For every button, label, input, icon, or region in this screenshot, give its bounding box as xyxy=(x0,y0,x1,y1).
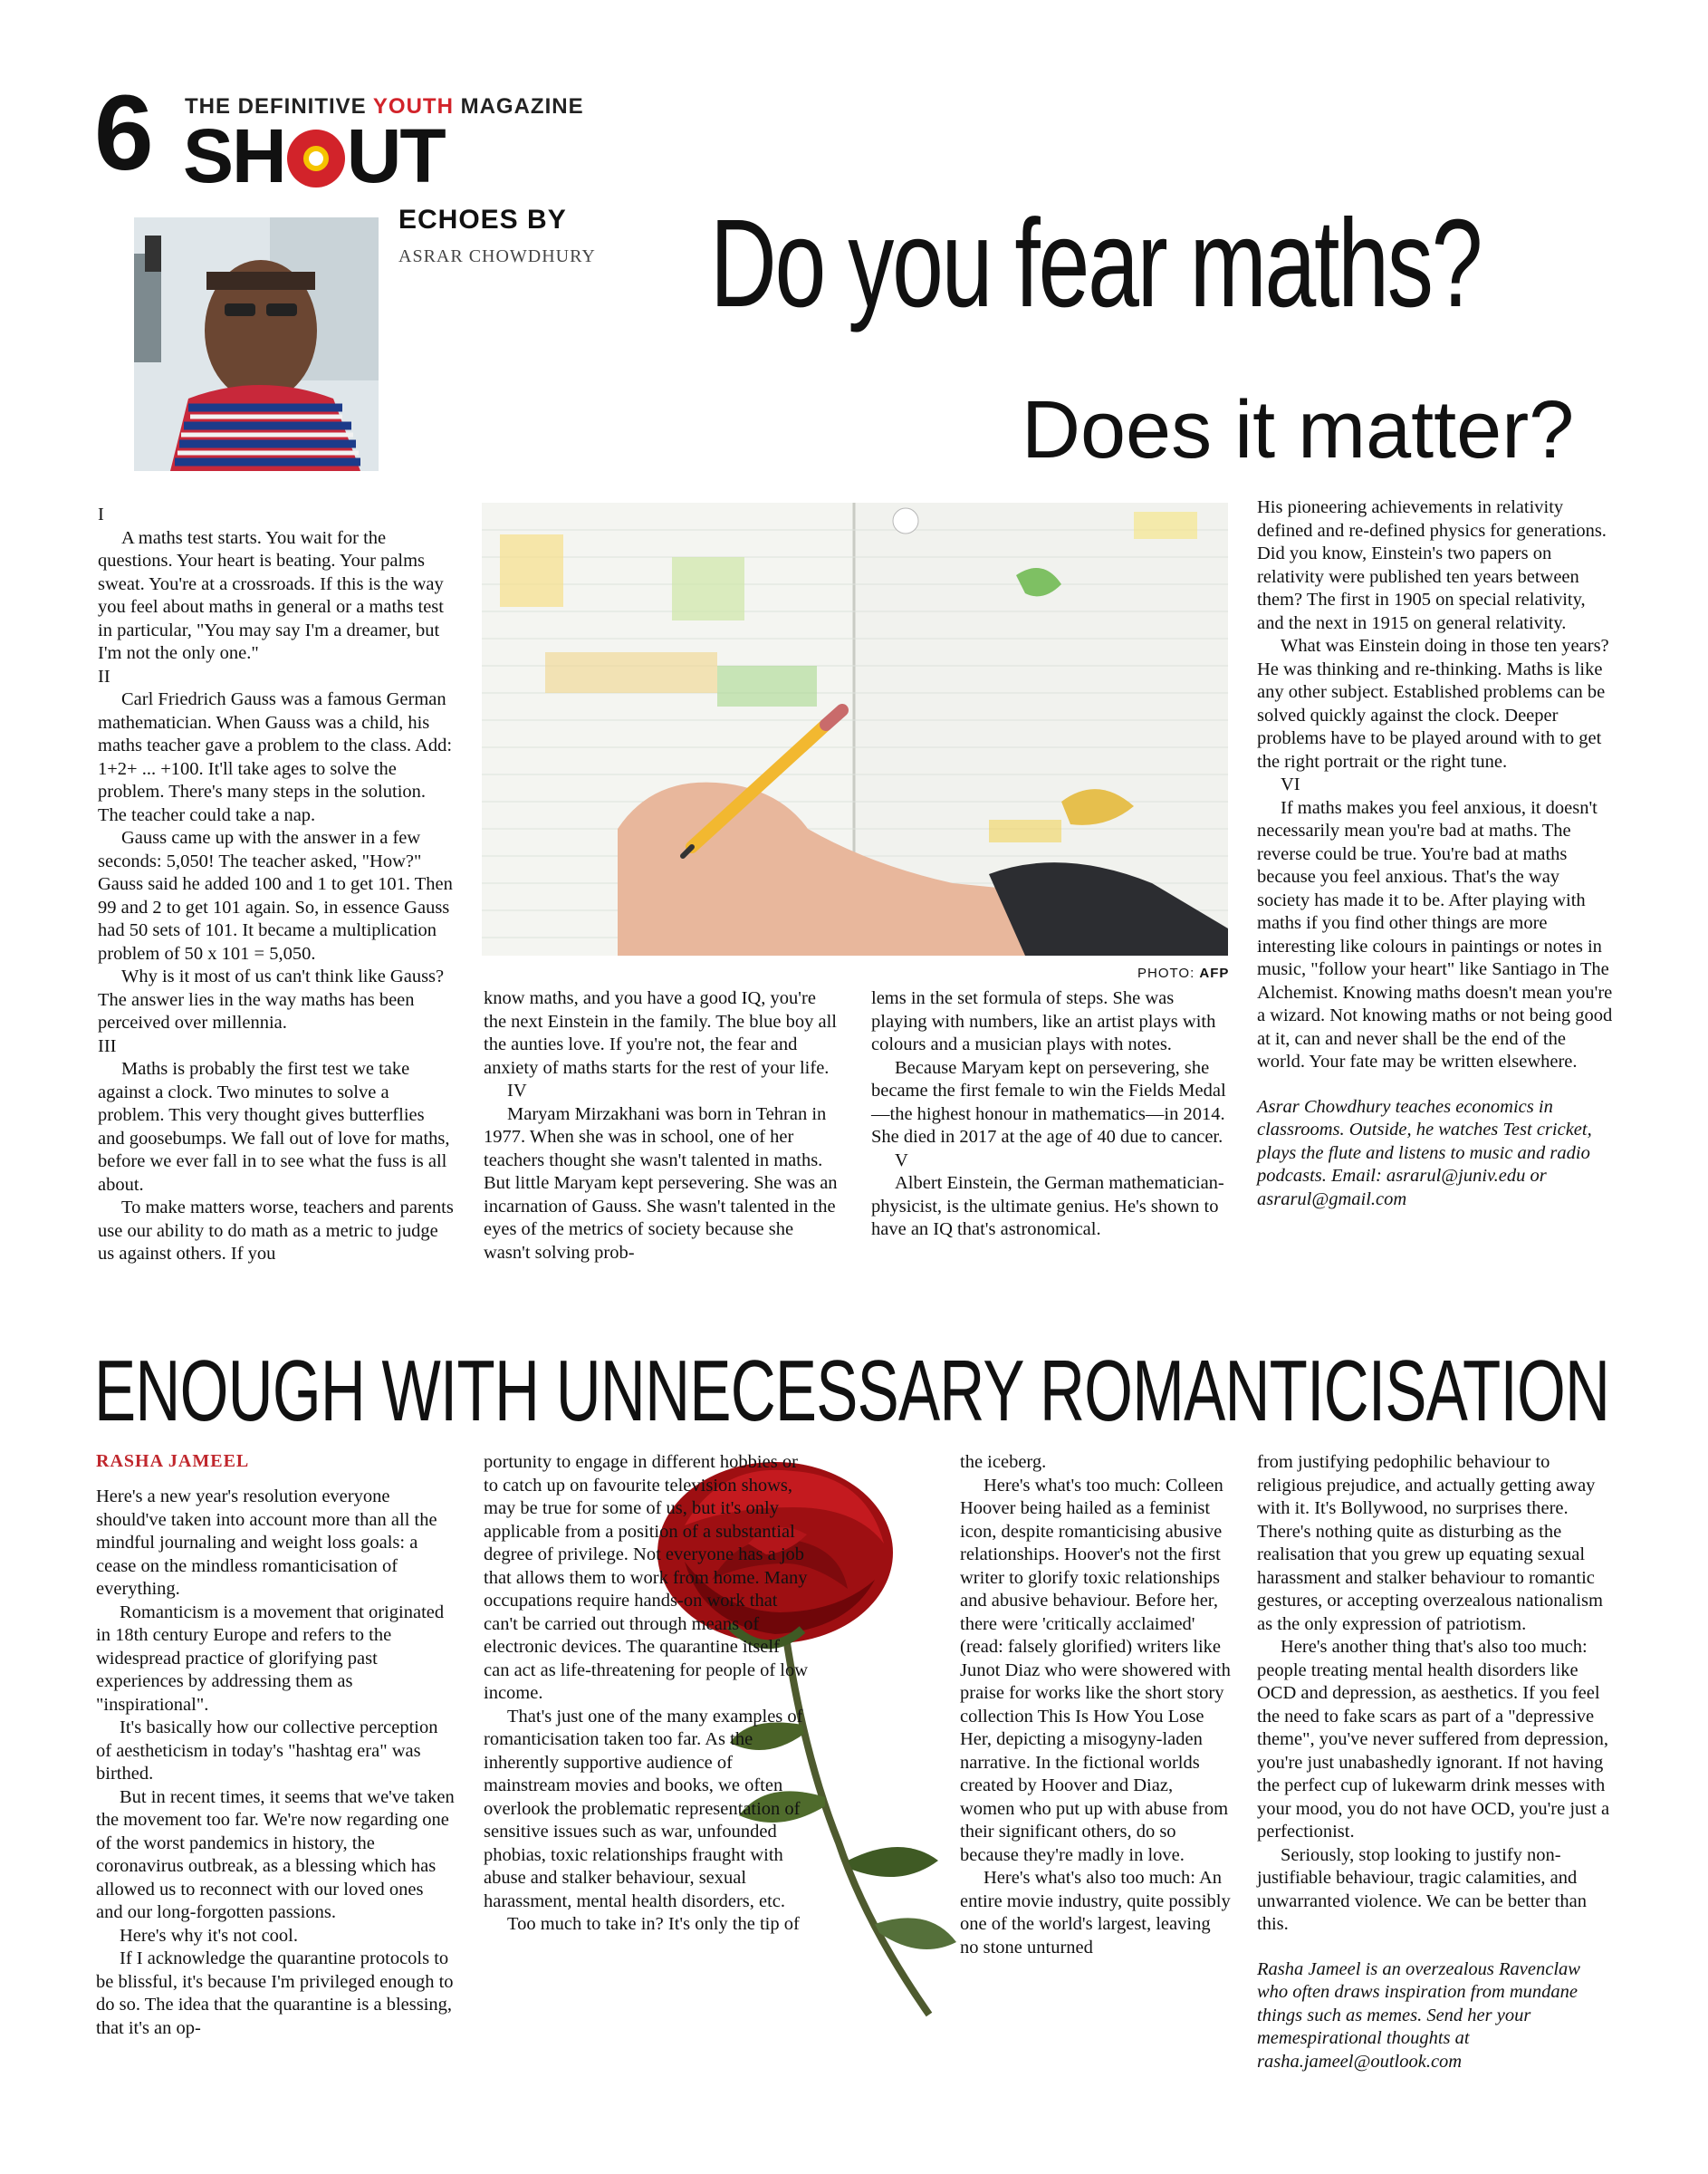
paragraph: Gauss came up with the answer in a few seconds: 5,050! The teacher asked, "How?" Gauss said he added 100 and 1 to get 101. Then 99 and 2 to get 101 again. So, in essence Gauss had 50 sets of 101. It became a multiplication problem of 50 x 101 = 5,050. xyxy=(98,828,453,964)
article2-col1 xyxy=(96,1486,455,2040)
section-marker: IV xyxy=(507,1081,527,1101)
logo-text-pre: SH xyxy=(183,113,285,198)
paragraph: A maths test starts. You wait for the questions. Your heart is beating. Your palms sweat. You're at a crossroads. If this is the way you feel about maths in general or a maths test in particular, "You may say I'm a dreamer, but I'm not the only one." xyxy=(98,527,444,663)
photo-credit-source: AFP xyxy=(1199,966,1230,981)
article2-col2 xyxy=(484,1451,810,1937)
paragraph: Romanticism is a movement that originated in 18th century Europe and refers to the widespread practice of glorifying past experiences by addressing them as "inspirational". xyxy=(96,1602,445,1715)
article2-col4 xyxy=(1257,1451,1616,2073)
headline: Do you fear maths? xyxy=(710,194,1482,333)
paragraph: Too much to take in? It's only the tip of xyxy=(507,1914,800,1934)
paragraph: Here's why it's not cool. xyxy=(120,1925,298,1946)
paragraph: That's just one of the many examples of romanticisation taken too far. As the inherently supportive audience of mainstream movies and books, we often overlook the problematic representation of sensitive issues such as war, unfounded phobias, toxic relationships fraught with abuse and stalker behaviour, sexual harassment, mental health disorders, etc. xyxy=(484,1706,803,1911)
article1-col1 xyxy=(98,504,455,1266)
paragraph: If maths makes you feel anxious, it doesn't necessarily mean you're bad at maths. The reverse could be true. You're bad at maths because you feel anxious. That's the way society has made it to be. After playing with maths if you find other things are more interesting like colours in paintings or notes in music, "follow your heart" like Santiago in The Alchemist. Knowing maths doesn't mean you're a wizard. Not knowing maths or not being good at it, can and never shall be the end of the world. Your fate may be written elsewhere. xyxy=(1257,797,1613,1072)
paragraph: It's basically how our collective perception of aestheticism in today's "hashtag era" was birthed. xyxy=(96,1717,438,1784)
paragraph: Albert Einstein, the German mathematician-physicist, is the ultimate genius. He's shown to have an IQ that's astronomical. xyxy=(871,1173,1224,1239)
paragraph: If I acknowledge the quarantine protocols to be blissful, it's because I'm privileged enough to do so. The idea that the quarantine is a blessing, that it's an op- xyxy=(96,1948,454,2038)
section-marker: VI xyxy=(1281,774,1300,794)
author-bio: Asrar Chowdhury teaches economics in classrooms. Outside, he watches Test cricket, plays the flute and listens to music and radio podcasts. Email: asrarul@juniv.edu or asrarul@gmail.com xyxy=(1257,1096,1592,1209)
logo-text-post: UT xyxy=(346,113,445,198)
paragraph: To make matters worse, teachers and parents use our ability to do math as a metric to judge us against others. If you xyxy=(98,1198,454,1264)
logo-o-icon xyxy=(287,130,345,188)
article2-col3 xyxy=(960,1451,1232,1959)
paragraph: What was Einstein doing in those ten years? He was thinking and re-thinking. Maths is like any other subject. Established problems can be solved quickly against the clock. Deeper problems have to be played around with to get the right portrait or the right tune. xyxy=(1257,636,1609,772)
section-marker: III xyxy=(98,1035,117,1056)
paragraph: Here's another thing that's also too much: people treating mental health disorders like OCD and depression, as aesthetics. If you feel the need to fake scars as part of a "depressive theme", you've never suffered from depression, you're just unabashedly ignorant. If not having the perfect cup of lukewarm drink messes with your mood, you do not have OCD, you're just a perfectionist. xyxy=(1257,1637,1610,1842)
section-marker: V xyxy=(895,1150,908,1170)
paragraph: know maths, and you have a good IQ, you're the next Einstein in the family. The blue boy all the aunties love. If you're not, the fear and anxiety of maths starts for the rest of your life. xyxy=(484,988,837,1078)
section-marker: I xyxy=(98,505,104,524)
paragraph: Carl Friedrich Gauss was a famous German mathematician. When Gauss was a child, his maths teacher gave a problem to the class. Add: 1+2+ ... +100. It'll take ages to solve the problem. There's many steps in the solution. The teacher could take a nap. xyxy=(98,689,453,825)
paragraph: the iceberg. xyxy=(960,1452,1047,1472)
paragraph: Here's what's too much: Colleen Hoover being hailed as a feminist icon, despite romanticising abusive relationships. Hoover's not the first writer to glorify toxic relationships and abusive behaviour. Before her, there were 'critically acclaimed' (read: falsely glorified) writers like Junot Diaz who were showered with praise for works like the short story collection This Is How You Lose Her, depicting a misogyny-laden narrative. In the fictional worlds created by Hoover and Diaz, women who put up with abuse from their significant others, do so because they're madly in love. xyxy=(960,1475,1231,1865)
paragraph: Seriously, stop looking to justify non-justifiable behaviour, tragic calamities, and unwarranted violence. We can be better than this. xyxy=(1257,1844,1587,1934)
subheadline: Does it matter? xyxy=(1022,385,1575,476)
paragraph: Here's a new year's resolution everyone should've taken into account more than all the mindful journaling and weight loss goals: a cease on the mindless romanticisation of everything. xyxy=(96,1486,437,1599)
paragraph: portunity to engage in different hobbies or to catch up on favourite television shows, may be true for some of us, but it's only applicable from a position of a substantial degree of privilege. Not everyone has a job that allows them to work from home. Many occupations require hands-on work that can't be carried out through means of electronic devices. The quarantine itself can act as life-threatening for people of low income. xyxy=(484,1452,809,1703)
paragraph: Maryam Mirzakhani was born in Tehran in 1977. When she was in school, one of her teachers thought she wasn't talented in maths. But little Maryam kept persevering. She was an incarnation of Gauss. She wasn't talented in the eyes of the metrics of society because she wasn't solving prob- xyxy=(484,1103,838,1263)
tagline-pre: THE DEFINITIVE xyxy=(185,94,373,119)
section-marker: II xyxy=(98,666,110,687)
paragraph: from justifying pedophilic behaviour to religious prejudice, and actually getting away with it. It's Bollywood, no surprises there. There's nothing quite as disturbing as the realisation that you grew up equating sexual harassment and stalker behaviour to romantic gestures, or accepting overzealous nationalism as the only expression of patriotism. xyxy=(1257,1452,1603,1634)
tagline-post: MAGAZINE xyxy=(453,94,584,119)
paragraph: But in recent times, it seems that we've taken the movement too far. We're now regarding one of the worst pandemics in history, the coronavirus outbreak, as a blessing which has allowed us to reconnect with our loved ones and our long-forgotten passions. xyxy=(96,1786,455,1922)
page-number: 6 xyxy=(94,73,154,193)
column-label: ECHOES BY xyxy=(398,205,567,235)
article-author: ASRAR CHOWDHURY xyxy=(398,246,596,266)
paragraph: His pioneering achievements in relativity defined and re-defined physics for generations. Did you know, Einstein's two papers on relativity were published ten years between them? The first in 1905 on special relativity, and the next in 1915 on general relativity. xyxy=(1257,497,1607,633)
paragraph: Because Maryam kept on persevering, she became the first female to win the Fields Medal—the highest honour in mathematics—in 2014. She died in 2017 at the age of 40 due to cancer. xyxy=(871,1057,1226,1147)
article1-col3 xyxy=(871,987,1230,1242)
photo-credit-label: PHOTO: xyxy=(1137,966,1200,981)
headline: ENOUGH WITH UNNECESSARY ROMANTICISATION xyxy=(94,1342,1610,1439)
article-author: RASHA JAMEEL xyxy=(96,1451,250,1471)
paragraph: lems in the set formula of steps. She was playing with numbers, like an artist plays with colours and a musician plays with notes. xyxy=(871,988,1216,1054)
author-photo xyxy=(134,217,379,471)
article1-col4 xyxy=(1257,496,1616,1211)
article1-col2 xyxy=(484,987,842,1265)
shout-logo xyxy=(183,113,445,198)
photo-credit xyxy=(1137,966,1229,981)
paragraph: Maths is probably the first test we take against a clock. Two minutes to solve a problem. This very thought gives butterflies and goosebumps. We fall out of love for maths, before we ever fall in to see what the fuss is all about. xyxy=(98,1059,450,1195)
math-photo xyxy=(482,503,1228,956)
author-bio: Rasha Jameel is an overzealous Ravenclaw who often draws inspiration from mundane things such as memes. Send her your memespirational thoughts at rasha.jameel@outlook.com xyxy=(1257,1958,1580,2072)
paragraph: Here's what's also too much: An entire movie industry, quite possibly one of the world's largest, leaving no stone unturned xyxy=(960,1868,1231,1958)
paragraph: Why is it most of us can't think like Gauss? The answer lies in the way maths has been perceived over millennia. xyxy=(98,967,445,1033)
tagline-youth: YOUTH xyxy=(372,94,454,119)
